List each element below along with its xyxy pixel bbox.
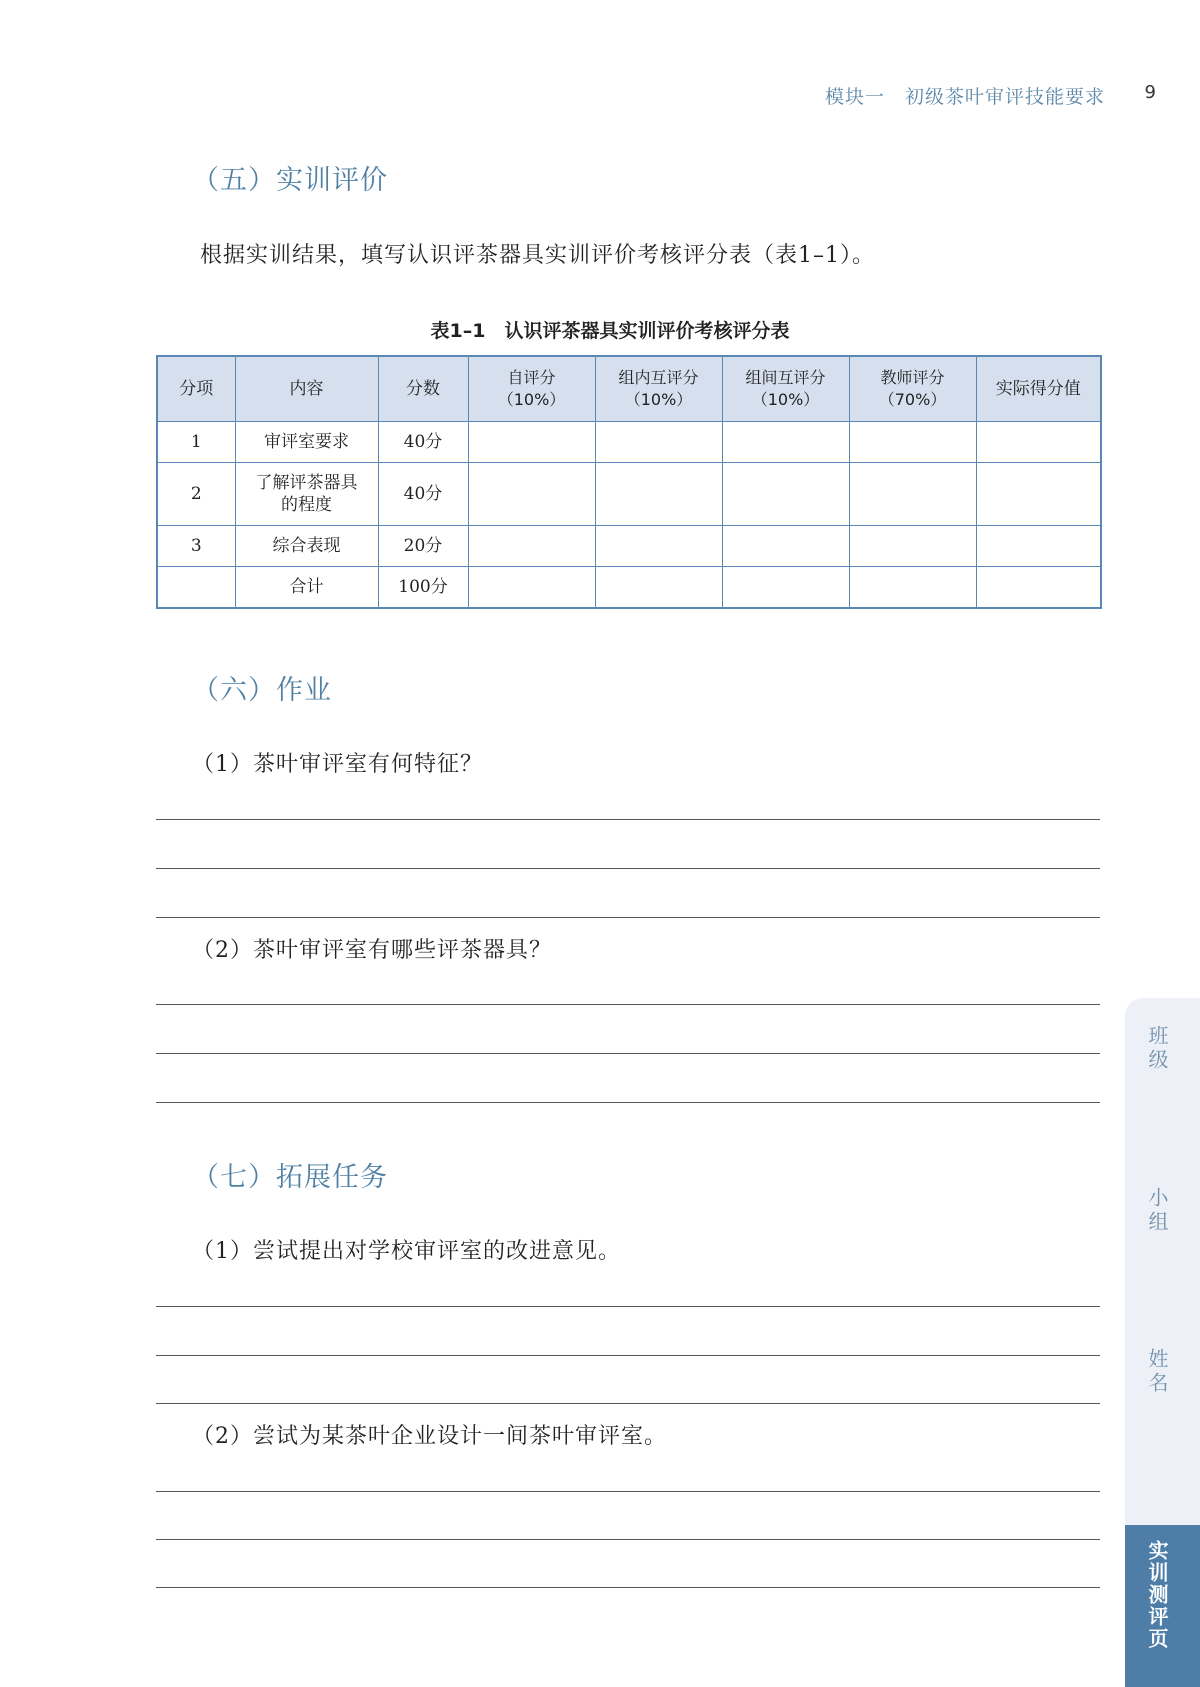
score-cell: 100分 bbox=[378, 567, 468, 609]
table-caption: 表1–1 认识评茶器具实训评价考核评分表 bbox=[430, 320, 790, 342]
actual-score-cell[interactable] bbox=[976, 567, 1101, 609]
answer-line[interactable] bbox=[156, 819, 1100, 820]
teacher-score-cell[interactable] bbox=[849, 567, 976, 609]
column-header: 分项 bbox=[157, 356, 235, 422]
score-cell: 20分 bbox=[378, 526, 468, 567]
teacher-score-cell[interactable] bbox=[849, 526, 976, 567]
inter-group-score-cell[interactable] bbox=[722, 463, 849, 526]
content-cell: 综合表现 bbox=[235, 526, 378, 567]
content-cell: 审评室要求 bbox=[235, 422, 378, 463]
answer-line[interactable] bbox=[156, 868, 1100, 869]
in-group-score-cell[interactable] bbox=[595, 463, 722, 526]
in-group-score-cell[interactable] bbox=[595, 526, 722, 567]
column-header: 实际得分值 bbox=[976, 356, 1101, 422]
page-header bbox=[0, 80, 1200, 110]
answer-line[interactable] bbox=[156, 1053, 1100, 1054]
self-score-cell[interactable] bbox=[468, 422, 595, 463]
table-row bbox=[157, 526, 1101, 567]
section-title-evaluation: （五）实训评价 bbox=[192, 165, 388, 196]
section-title-extension: （七）拓展任务 bbox=[192, 1162, 388, 1193]
answer-line[interactable] bbox=[156, 1004, 1100, 1005]
answer-line[interactable] bbox=[156, 1539, 1100, 1540]
table-header-row bbox=[157, 356, 1101, 422]
item-cell: 2 bbox=[157, 463, 235, 526]
column-header: 分数 bbox=[378, 356, 468, 422]
inter-group-score-cell[interactable] bbox=[722, 422, 849, 463]
answer-line[interactable] bbox=[156, 1355, 1100, 1356]
extension-task-2: （2）尝试为某茶叶企业设计一间茶叶审评室。 bbox=[192, 1424, 667, 1449]
score-cell: 40分 bbox=[378, 422, 468, 463]
column-header: 组间互评分 （10%） bbox=[722, 356, 849, 422]
self-score-cell[interactable] bbox=[468, 567, 595, 609]
table-total-row bbox=[157, 567, 1101, 609]
module-title: 模块一 初级茶叶审评技能要求 bbox=[824, 86, 1105, 108]
table-row bbox=[157, 463, 1101, 526]
extension-task-1: （1）尝试提出对学校审评室的改进意见。 bbox=[192, 1239, 621, 1264]
content-cell: 合计 bbox=[235, 567, 378, 609]
section-title-homework: （六）作业 bbox=[192, 675, 332, 706]
answer-line[interactable] bbox=[156, 1102, 1100, 1103]
self-score-cell[interactable] bbox=[468, 463, 595, 526]
actual-score-cell[interactable] bbox=[976, 526, 1101, 567]
inter-group-score-cell[interactable] bbox=[722, 526, 849, 567]
homework-question-1: （1）茶叶审评室有何特征？ bbox=[192, 752, 483, 777]
teacher-score-cell[interactable] bbox=[849, 422, 976, 463]
column-header: 教师评分 （70%） bbox=[849, 356, 976, 422]
table-row bbox=[157, 422, 1101, 463]
self-score-cell[interactable] bbox=[468, 526, 595, 567]
in-group-score-cell[interactable] bbox=[595, 422, 722, 463]
item-cell: 1 bbox=[157, 422, 235, 463]
teacher-score-cell[interactable] bbox=[849, 463, 976, 526]
inter-group-score-cell[interactable] bbox=[722, 567, 849, 609]
score-table bbox=[156, 355, 1102, 609]
column-header: 自评分 （10%） bbox=[468, 356, 595, 422]
item-cell bbox=[157, 567, 235, 609]
actual-score-cell[interactable] bbox=[976, 422, 1101, 463]
side-label-name: 姓名 bbox=[1145, 1348, 1169, 1396]
content-cell: 了解评茶器具的程度 bbox=[235, 463, 378, 526]
answer-line[interactable] bbox=[156, 1491, 1100, 1492]
actual-score-cell[interactable] bbox=[976, 463, 1101, 526]
page-number: 9 bbox=[1144, 82, 1156, 103]
score-cell: 40分 bbox=[378, 463, 468, 526]
answer-line[interactable] bbox=[156, 1306, 1100, 1307]
side-label-group: 小组 bbox=[1145, 1187, 1169, 1235]
side-label-training-evaluation: 实训测评页 bbox=[1145, 1540, 1169, 1650]
item-cell: 3 bbox=[157, 526, 235, 567]
instruction-paragraph: 根据实训结果，填写认识评茶器具实训评价考核评分表（表1–1）。 bbox=[200, 243, 875, 268]
side-label-class: 班级 bbox=[1145, 1025, 1169, 1073]
answer-line[interactable] bbox=[156, 1403, 1100, 1404]
homework-question-2: （2）茶叶审评室有哪些评茶器具？ bbox=[192, 938, 552, 963]
column-header: 内容 bbox=[235, 356, 378, 422]
column-header: 组内互评分 （10%） bbox=[595, 356, 722, 422]
in-group-score-cell[interactable] bbox=[595, 567, 722, 609]
answer-line[interactable] bbox=[156, 1587, 1100, 1588]
answer-line[interactable] bbox=[156, 917, 1100, 918]
